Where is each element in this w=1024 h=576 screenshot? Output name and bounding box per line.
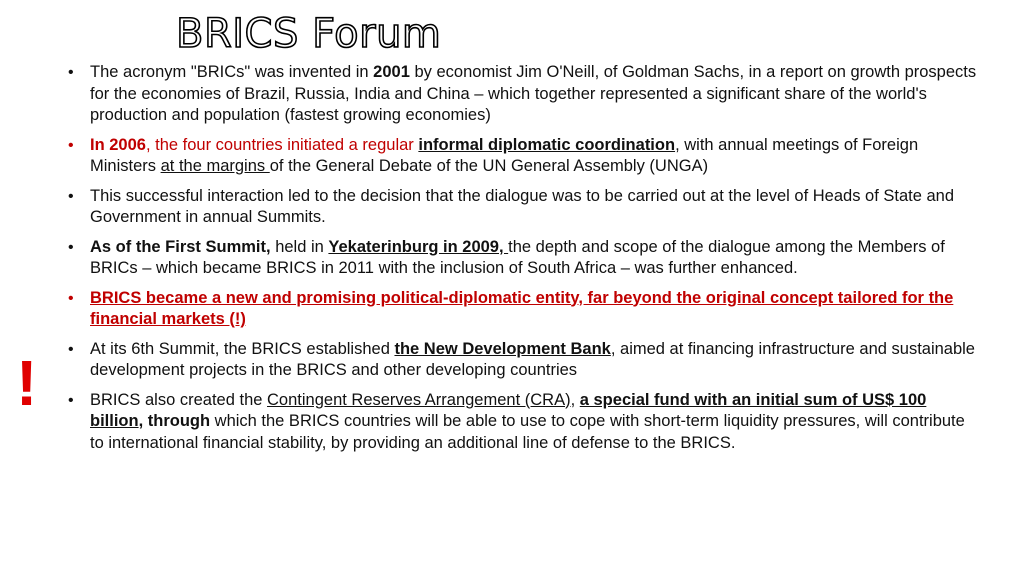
bullet-emphasis-ndb: the New Development Bank bbox=[394, 339, 611, 358]
bullet-item-new-entity bbox=[64, 288, 980, 331]
bullet-emphasis-informal-coordination: informal diplomatic coordination bbox=[418, 135, 676, 154]
bullet-item-ndb bbox=[64, 339, 980, 382]
bullet-item-first-summit bbox=[64, 237, 980, 280]
bullet-text: by economist Jim O'Neill, of Goldman Sachs, in a report on growth prospects for the economies of Brazil, Russia, India and China – which together represented a significant share of the world's production and population (fastest growing economies) bbox=[90, 63, 977, 124]
bullet-list bbox=[64, 62, 980, 462]
bullet-emphasis-yekaterinburg: Yekaterinburg in 2009, bbox=[328, 237, 509, 256]
bullet-emphasis-cra: Contingent Reserves Arrangement (CRA) bbox=[267, 390, 571, 409]
bullet-emphasis-special-fund: a special fund with an initial sum of US$ 100 billion bbox=[90, 390, 927, 430]
bullet-text: of the General Debate of the UN General Assembly (UNGA) bbox=[269, 157, 709, 175]
bullet-text: , aimed at financing infrastructure and sustainable development projects in the BRICS and other developing countries bbox=[90, 339, 975, 379]
exclamation-mark-icon: ! bbox=[16, 347, 38, 419]
bullet-text: , bbox=[570, 390, 580, 409]
bullet-emphasis-first-summit: As of the First Summit, bbox=[90, 237, 271, 256]
bullet-emphasis-through: , through bbox=[138, 412, 211, 430]
bullet-text: , the four countries initiated a regular bbox=[145, 135, 419, 154]
bullet-item-cra bbox=[64, 390, 980, 455]
bullet-text: which the BRICS countries will be able to use to cope with short-term liquidity pressures, will contribute to international financial stability, by providing an additional line of defense to the BRICS. bbox=[90, 412, 965, 452]
bullet-year-2001: 2001 bbox=[373, 63, 410, 81]
bullet-emphasis-new-entity: BRICS became a new and promising political-diplomatic entity, far beyond the original concept tailored for the financial markets (!) bbox=[90, 288, 954, 328]
bullet-item-summits bbox=[64, 186, 980, 229]
bullet-text: The acronym "BRICs" was invented in bbox=[90, 63, 374, 81]
bullet-year-2006: In 2006 bbox=[90, 135, 146, 154]
bullet-text: At its 6th Summit, the BRICS established bbox=[90, 339, 395, 358]
bullet-item-acronym-origin bbox=[64, 62, 980, 127]
slide-title: BRICS Forum bbox=[176, 11, 442, 57]
bullet-text: This successful interaction led to the decision that the dialogue was to be carried out at the level of Heads of State and Government in annual Summits. bbox=[90, 186, 955, 226]
bullet-text: the depth and scope of the dialogue among the Members of BRICs – which became BRICS in 2011 with the inclusion of South Africa – was further enhanced. bbox=[90, 237, 945, 277]
bullet-text: , with annual meetings of Foreign Ministers bbox=[90, 135, 919, 175]
bullet-emphasis-at-the-margins: at the margins bbox=[160, 157, 270, 175]
bullet-text: BRICS also created the bbox=[90, 390, 268, 409]
bullet-text: held in bbox=[270, 237, 329, 256]
bullet-item-2006-coordination bbox=[64, 135, 980, 178]
